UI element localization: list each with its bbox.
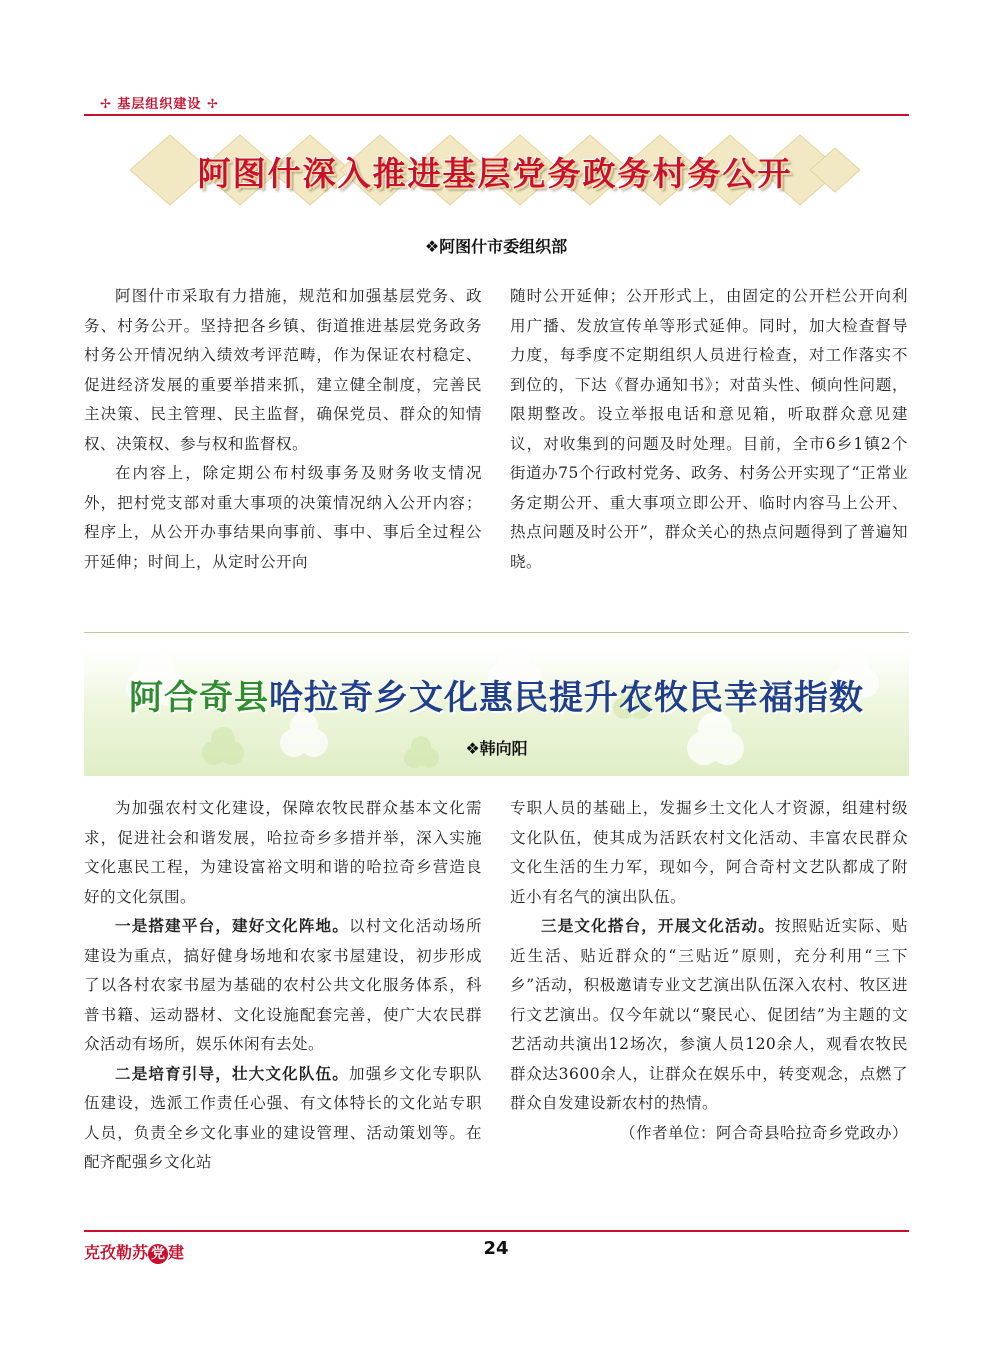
header-divider bbox=[84, 114, 909, 116]
logo-badge: 党 bbox=[148, 1244, 168, 1264]
article2-lead: 一是搭建平台，建好文化阵地。 bbox=[115, 917, 349, 935]
article2-right-column bbox=[510, 794, 908, 1148]
article2-lead: 三是文化搭台，开展文化活动。 bbox=[541, 917, 775, 935]
article2-lead: 二是培育引导，壮大文化队伍。 bbox=[115, 1064, 349, 1083]
article2-banner bbox=[84, 648, 909, 776]
article1-paragraph: 阿图什市采取有力措施，规范和加强基层党务、政务、村务公开。坚持把各乡镇、街道推进基层党务政务村务公开情况纳入绩效考评范畴，作为保证农村稳定、促进经济发展的重要举措来抓，建立健全制度，完善民主决策、民主管理、民主监督，确保党员、群众的知情权、决策权、参与权和监督权。 bbox=[84, 287, 482, 453]
logo-text: 克孜勒苏 bbox=[84, 1243, 149, 1262]
article2-paragraph bbox=[510, 912, 908, 1119]
article2-text: 加强乡文化专职队伍建设，选派工作责任心强、有文体特长的文化站专职人员，负责全乡文化事业的建设管理、活动策划等。在配齐配强乡文化站 bbox=[84, 1064, 482, 1171]
article1-title: 阿图什深入推进基层党务政务村务公开 bbox=[197, 154, 793, 193]
article1-banner bbox=[130, 130, 860, 210]
footer-divider bbox=[84, 1230, 909, 1232]
article2-text: 以村文化活动场所建设为重点，搞好健身场地和农家书屋建设，初步形成了以各村农家书屋为基础的农村公共文化服务体系，科普书籍、运动器材、文化设施配套完善，使广大农民群众活动有场所，娱乐休闲有去处。 bbox=[84, 917, 482, 1053]
article2-title-part1: 阿合奇县 bbox=[129, 678, 269, 718]
article2-title-part2: 哈拉奇乡文化惠民提升农牧民幸福指数 bbox=[269, 678, 864, 718]
article1-right-column bbox=[510, 282, 908, 577]
article2-paragraph: 为加强农村文化建设，保障农牧民群众基本文化需求，促进社会和谐发展，哈拉奇乡多措并举，深入实施文化惠民工程，为建设富裕文明和谐的哈拉奇乡营造良好的文化氛围。 bbox=[84, 799, 482, 906]
section-tag: ✢ 基层组织建设 ✢ bbox=[100, 97, 219, 112]
article2-paragraph bbox=[84, 912, 482, 1060]
article1-paragraph: 在内容上，除定期公布村级事务及财务收支情况外，把村党支部对重大事项的决策情况纳入公开内容；程序上，从公开办事结果向事前、事中、事后全过程公开延伸；时间上，从定时公开向 bbox=[84, 464, 482, 571]
article2-left-column bbox=[84, 794, 482, 1178]
article1-paragraph: 随时公开延伸；公开形式上，由固定的公开栏公开向利用广播、发放宣传单等形式延伸。同时，加大检查督导力度，每季度不定期组织人员进行检查，对工作落实不到位的，下达《督办通知书》；对苗头性、倾向性问题，限期整改。设立举报电话和意见箱，听取群众意见建议，对收集到的问题及时处理。目前，全市6乡1镇2个街道办75个行政村党务、政务、村务公开实现了“正常业务定期公开、重大事项立即公开、临时内容马上公开、热点问题及时公开”，群众关心的热点问题得到了普遍知晓。 bbox=[510, 287, 908, 571]
article1-left-column bbox=[84, 282, 482, 577]
logo-badge-text: 建 bbox=[168, 1243, 185, 1262]
article2-text: 按照贴近实际、贴近生活、贴近群众的“三贴近”原则，充分利用“三下乡”活动，积极邀请专业文艺演出队伍深入农村、牧区进行文艺演出。仅今年就以“聚民心、促团结”为主题的文艺活动共演出12场次，参演人员120余人，观看农牧民群众达3600余人，让群众在娱乐中，转变观念，点燃了群众自发建设新农村的热情。 bbox=[510, 917, 908, 1112]
article1-byline: ❖阿图什市委组织部 bbox=[424, 237, 568, 256]
article2-paragraph: 专职人员的基础上，发掘乡土文化人才资源，组建村级文化队伍，使其成为活跃农村文化活动、丰富农民群众文化生活的生力军，现如今，阿合奇村文艺队都成了附近小有名气的演出队伍。 bbox=[510, 799, 908, 906]
author-unit: （作者单位：阿合奇县哈拉奇乡党政办） bbox=[619, 1123, 908, 1142]
article2-title bbox=[84, 670, 909, 719]
article2-paragraph bbox=[84, 1060, 482, 1178]
article2-byline: ❖韩向阳 bbox=[465, 739, 528, 758]
page-number: 24 bbox=[483, 1238, 509, 1259]
article-divider bbox=[84, 632, 909, 633]
